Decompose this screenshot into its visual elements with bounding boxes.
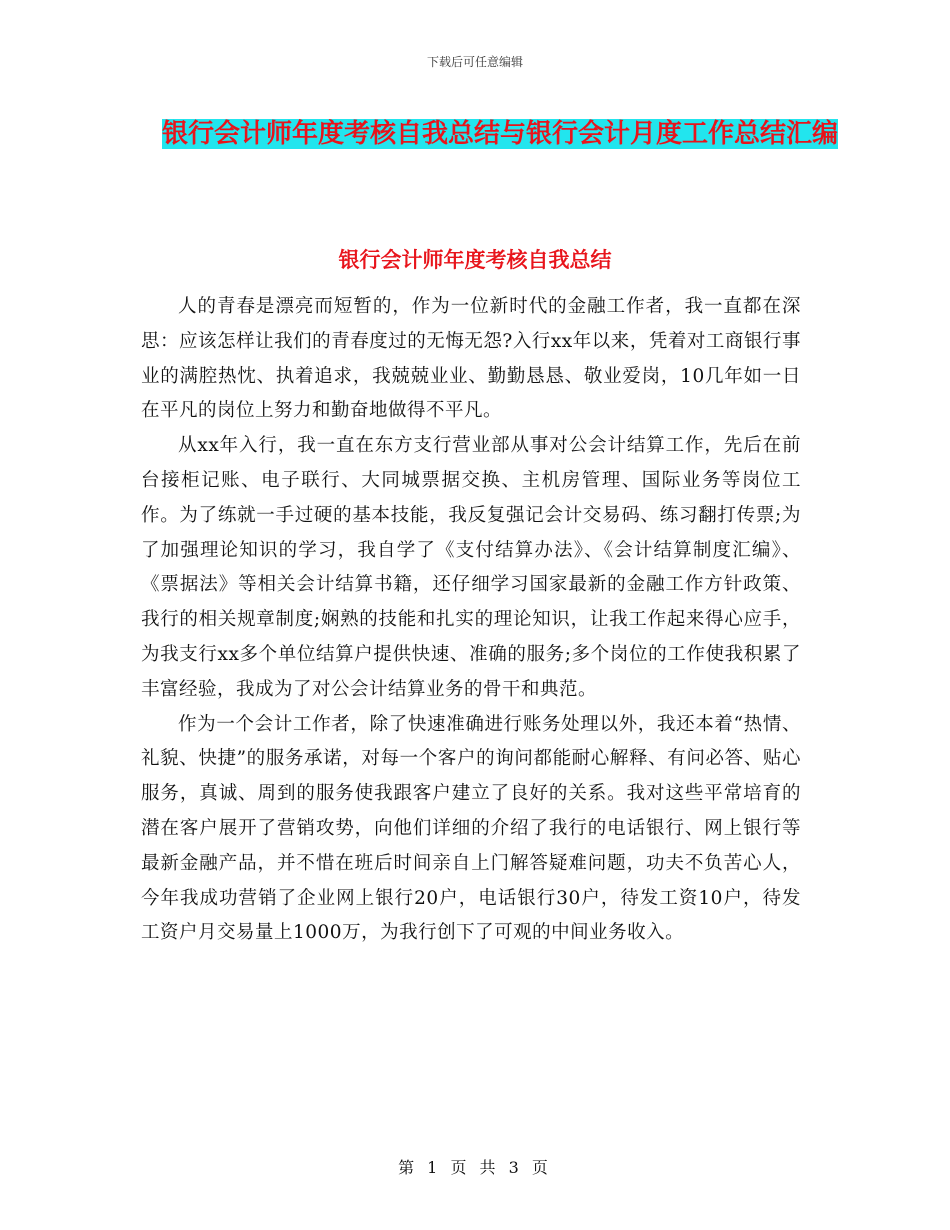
document-body <box>141 290 801 951</box>
paragraph-3: 作为一个会计工作者，除了快速准确进行账务处理以外，我还本着“热情、礼貌、快捷”的服务承诺，对每一个客户的询问都能耐心解释、有问必答、贴心服务，真诚、周到的服务使我跟客户建立了良好的关系。我对这些平常培育的潜在客户展开了营销攻势，向他们详细的介绍了我行的电话银行、网上银行等最新金融产品，并不惜在班后时间亲自上门解答疑难问题，功夫不负苦心人，今年我成功营销了企业网上银行20户，电话银行30户，待发工资10户，待发工资户月交易量上1000万，为我行创下了可观的中间业务收入。 <box>141 713 801 944</box>
document-title-text: 银行会计师年度考核自我总结与银行会计月度工作总结汇编 <box>161 119 838 149</box>
paragraph-2: 从xx年入行，我一直在东方支行营业部从事对公会计结算工作，先后在前台接柜记账、电子联行、大同城票据交换、主机房管理、国际业务等岗位工作。为了练就一手过硬的基本技能，我反复强记会计交易码、练习翻打传票;为了加强理论知识的学习，我自学了《支付结算办法》、《会计结算制度汇编》、《票据法》等相关会计结算书籍，还仔细学习国家最新的金融工作方针政策、我行的相关规章制度;娴熟的技能和扎实的理论知识，让我工作起来得心应手，为我支行xx多个单位结算户提供快速、准确的服务;多个岗位的工作使我积累了丰富经验，我成为了对公会计结算业务的骨干和典范。 <box>141 435 801 700</box>
page-number-footer: 第 1 页 共 3 页 <box>398 1158 552 1177</box>
page-header-note: 下载后可任意编辑 <box>426 55 523 69</box>
section-title: 银行会计师年度考核自我总结 <box>338 247 612 272</box>
document-title <box>140 110 860 158</box>
paragraph-1: 人的青春是漂亮而短暂的，作为一位新时代的金融工作者，我一直都在深思：应该怎样让我们的青春度过的无悔无怨?入行xx年以来，凭着对工商银行事业的满腔热忱、执着追求，我兢兢业业、勤勤恳恳、敬业爱岗，10几年如一日在平凡的岗位上努力和勤奋地做得不平凡。 <box>141 296 801 422</box>
